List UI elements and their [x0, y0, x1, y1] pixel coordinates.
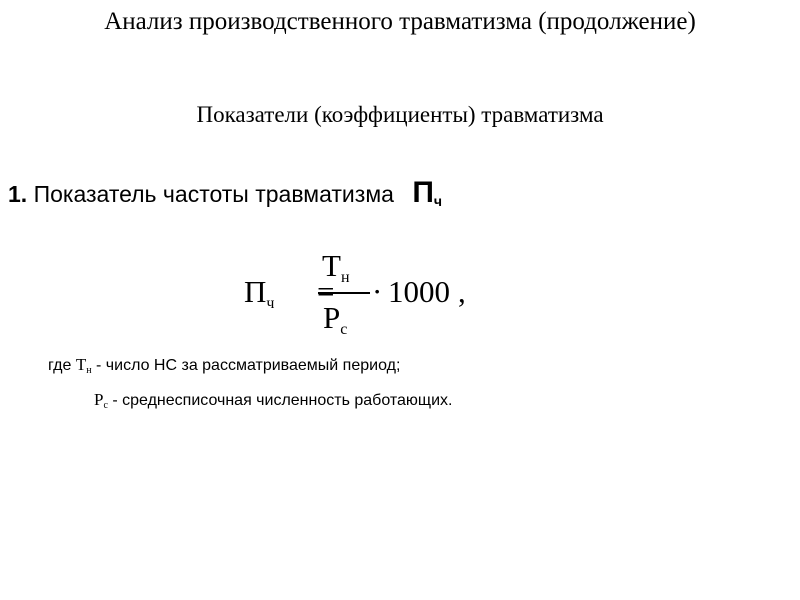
fraction-bar [318, 292, 370, 294]
indicator-number: 1. [8, 181, 28, 207]
note-var-pc [94, 390, 108, 409]
formula-trailing-comma: , [458, 274, 466, 309]
note-text-tn: - число НС за рассматриваемый период; [96, 357, 401, 374]
note-prefix: где [48, 357, 72, 374]
slide-subtitle: Показатели (коэффициенты) травматизма [196, 102, 604, 127]
indicator-heading [8, 176, 442, 210]
note-var-tn-symbol: Т [75, 355, 87, 374]
indicator-symbol [412, 176, 442, 209]
note-line-pc [94, 390, 452, 411]
formula-lhs [244, 274, 274, 313]
formula-numerator [322, 248, 350, 287]
formula-numerator-symbol: Т [322, 248, 341, 283]
formula-denominator-symbol: Р [323, 300, 341, 335]
formula-denominator [323, 300, 347, 339]
note-var-pc-symbol: Р [94, 390, 104, 409]
indicator-symbol-main: П [412, 176, 434, 209]
note-var-tn-subscript: н [86, 365, 92, 376]
formula-numerator-subscript: н [340, 269, 350, 286]
note-text-pc: - среднесписочная численность работающих. [112, 392, 453, 409]
formula-lhs-subscript: ч [266, 295, 275, 312]
formula-denominator-subscript: с [340, 321, 348, 338]
note-var-pc-subscript: с [103, 400, 108, 411]
formula-multiply-dot: · [372, 274, 383, 309]
indicator-label: Показатель частоты травматизма [33, 181, 394, 207]
slide-title: Анализ производственного травматизма (продолжение) [104, 8, 696, 35]
note-line-tn [48, 355, 400, 376]
note-var-tn [76, 355, 92, 374]
indicator-symbol-subscript: ч [433, 193, 443, 209]
formula-factor: 1000 [388, 274, 450, 309]
formula-lhs-symbol: П [244, 274, 267, 309]
